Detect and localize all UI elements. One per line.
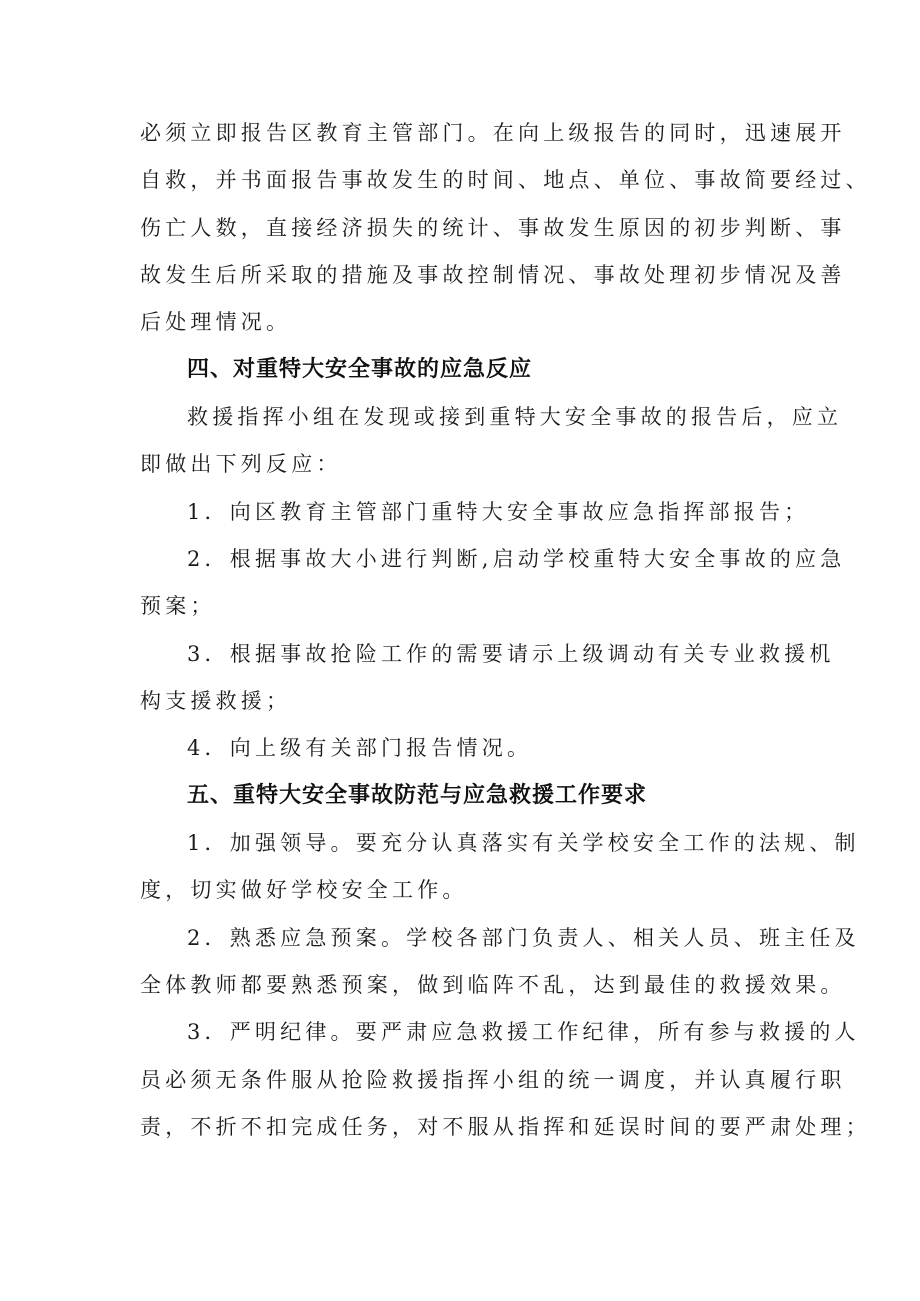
paragraph-line: 自救，并书面报告事故发生的时间、地点、单位、事故简要经过、 [140,168,871,192]
paragraph-line: 预案； [140,594,216,618]
paragraph-line: 构支援救援； [140,689,292,713]
section-heading-4: 四、对重特大安全事故的应急反应 [187,357,533,382]
paragraph-line: 后处理情况。 [140,310,292,334]
list-item: 1．加强领导。要充分认真落实有关学校安全工作的法规、制 [187,831,860,855]
paragraph-line: 故发生后所采取的措施及事故控制情况、事故处理初步情况及善 [140,263,846,287]
paragraph-line: 员必须无条件服从抢险救援指挥小组的统一调度，并认真履行职 [140,1068,846,1092]
paragraph-line: 责，不折不扣完成任务，对不服从指挥和延误时间的要严肃处理； [140,1115,871,1139]
list-item: 4．向上级有关部门报告情况。 [187,736,533,760]
list-item: 1．向区教育主管部门重特大安全事故应急指挥部报告； [187,500,810,524]
list-item: 3．严明纪律。要严肃应急救援工作纪律，所有参与救援的人 [187,1020,860,1044]
list-item: 2．熟悉应急预案。学校各部门负责人、相关人员、班主任及 [187,926,860,950]
paragraph-line: 度，切实做好学校安全工作。 [140,878,468,902]
list-item: 2．根据事故大小进行判断,启动学校重特大安全事故的应急 [187,547,846,571]
paragraph-line: 全体教师都要熟悉预案，做到临阵不乱，达到最佳的救援效果。 [140,973,846,997]
paragraph-line: 救援指挥小组在发现或接到重特大安全事故的报告后，应立 [187,405,843,429]
paragraph-line: 必须立即报告区教育主管部门。在向上级报告的同时，迅速展开 [140,121,846,145]
list-item: 3．根据事故抢险工作的需要请示上级调动有关专业救援机 [187,642,835,666]
section-heading-5: 五、重特大安全事故防范与应急救援工作要求 [187,783,648,808]
paragraph-line: 伤亡人数，直接经济损失的统计、事故发生原因的初步判断、事 [140,216,846,240]
paragraph-line: 即做出下列反应： [140,452,342,476]
